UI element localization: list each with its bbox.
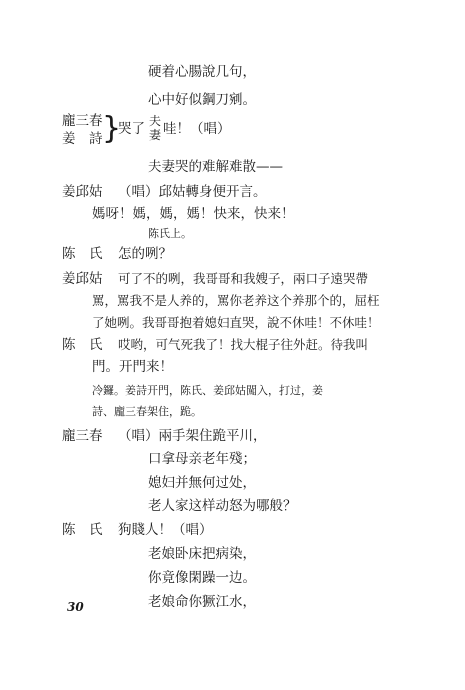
joint-speakers-block: [62, 111, 231, 148]
dialogue-line: 怎的咧？: [118, 246, 172, 262]
speaker-name: 陈 氏: [62, 337, 103, 353]
dialogue-line: 門。开門来！: [92, 359, 173, 375]
verse-line: （唱）兩手架住跪平川，: [118, 428, 267, 444]
speaker-name: 龐三春: [62, 428, 103, 444]
dialogue-line: 媽呀！媽，媽，媽！快来，快来！: [92, 206, 295, 222]
verse-line: 老人家这样动怒为哪般？: [148, 498, 297, 514]
speaker-name: 龐三春: [62, 113, 103, 129]
stacked-text-bottom: 妻: [149, 128, 162, 142]
speaker-name: 姜邱姑: [62, 271, 103, 287]
verse-line: 老娘卧床把病染，: [148, 546, 256, 562]
verse-line: 你竟像閑躁一边。: [148, 570, 256, 586]
dialogue-line: 狗賤人！（唱）: [118, 522, 213, 538]
verse-line: 老娘命你獗江水，: [148, 594, 256, 610]
brace-mark: }: [102, 111, 122, 146]
speaker-name: 陈 氏: [62, 246, 103, 262]
speaker-name: 陈 氏: [62, 522, 103, 538]
stage-direction: 陈氏上。: [148, 227, 192, 240]
verse-line: 夫妻哭的难解难散——: [148, 159, 283, 175]
dialogue-line: 可了不的咧，我哥哥和我嫂子，兩口子遠哭帶: [118, 271, 369, 286]
dialogue-line: 哎哟，可气死我了！找大棍子往外赶。待我叫: [118, 337, 369, 352]
stage-text: 哭了: [118, 121, 145, 137]
verse-line: 心中好似鋼刀剜。: [148, 92, 256, 108]
dialogue-line: 罵，罵我不是人养的，罵你老养这个养那个的，屈枉: [92, 293, 380, 308]
dialogue-line: 了她咧。我哥哥抱着媳妇直哭，說不休哇！不休哇！: [92, 315, 380, 330]
verse-line: 硬着心腸說几句，: [148, 64, 256, 80]
verse-line: 媳妇并無何过处，: [148, 475, 256, 491]
dialogue-line: （唱）邱姑轉身便开言。: [118, 184, 267, 200]
stage-direction: 詩、龐三春架住，跪。: [92, 405, 202, 418]
stacked-text-top: 夫: [149, 114, 162, 128]
page-number: 30: [67, 600, 84, 614]
stage-direction: 冷鑼。姜詩开門，陈氏、姜邱姑闖入，打过，姜: [92, 384, 323, 397]
speaker-name: 姜 詩: [62, 131, 103, 147]
stage-text: 哇！（唱）: [163, 121, 231, 137]
verse-line: 口拿母亲老年殘；: [148, 451, 256, 467]
speaker-name: 姜邱姑: [62, 184, 103, 200]
